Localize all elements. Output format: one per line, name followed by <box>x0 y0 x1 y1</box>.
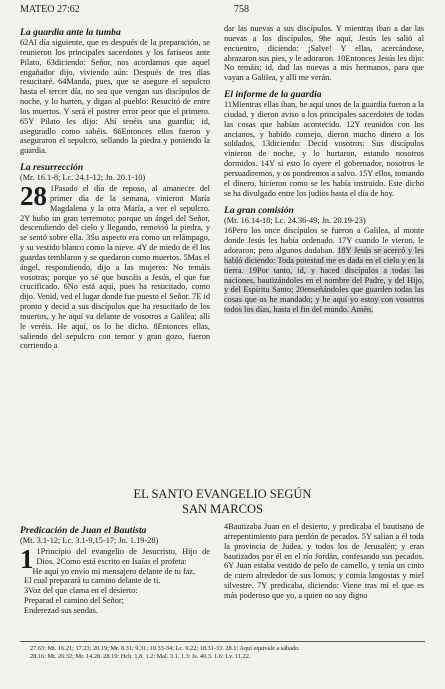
isaiah-quote <box>20 567 210 616</box>
page-header <box>20 4 425 18</box>
running-reference: MATEO 27:62 <box>20 4 80 15</box>
section-heading-john: Predicación de Juan el Bautista <box>20 525 147 536</box>
paragraph-resurrection <box>20 180 210 351</box>
section-heading-resurrection: La resurrección <box>20 162 84 174</box>
paragraph-baptist: 4Bautizaba Juan en el desierto, y predicaba el bautismo de arrepentimiento para perdón de pecados. 5Y salían a él toda la provincia de Judea, y todos los de Jerusalén; y eran bautizados por él en el río Jordán, confesando sus pecados. 6Y Juan estaba vestido de pelo de camello, y tenía un cinto de cuero alrededor de sus lomos; y comía langostas y miel silvestre. 7Y predicaba, diciendo: Viene tras mí el que es más poderoso que yo, a quien no soy digno <box>224 522 424 600</box>
quote-line: Preparad el camino del Señor; <box>24 596 124 606</box>
right-column-mark <box>224 522 424 640</box>
quote-line: He aquí yo envío mi mensajero delante de tu faz, <box>32 566 196 576</box>
parallel-refs-resurrection: (Mr. 16.1-8; Lc. 24.1-12; Jn. 20.1-10) <box>20 173 146 183</box>
book-title-line1: EL SANTO EVANGELIO SEGÚN <box>133 487 312 501</box>
left-column-matthew <box>20 24 210 450</box>
parallel-refs-john: (Mt. 3.1-12; Lc. 3.1-9,15-17; Jn. 1.19-28) <box>20 536 159 545</box>
commission-text: 16Pero los once discípulos se fueron a Galilea, al monte donde Jesús les había ordenado. 17Y cuando le vieron, le adoraron; pero algunos dudaban. <box>224 226 424 256</box>
page-number: 758 <box>234 4 249 15</box>
highlighted-great-commission: 18Y Jesús se acercó y les habló diciendo: Toda potestad me es dada en el cielo y en la tierra. 19Por tanto, id, y haced discípulos a todas las naciones, bautizándoles en el nombre del Padre, y del Hijo, y del Espíritu Santo; 20enseñándoles que guarden todas las cosas que os he mandado; y he aquí yo estoy con vosotros todos los días, hasta el fin del mundo. Amén. <box>224 246 424 315</box>
footnote-divider <box>20 641 425 642</box>
section-heading-guard: La guardia ante la tumba <box>20 27 121 38</box>
quote-line: Enderezad sus sendas. <box>24 605 98 615</box>
footnotes <box>30 645 430 662</box>
right-column-matthew <box>224 24 424 450</box>
footnote-line: 28.16: Mt. 26.32; Mr. 14.28. 28.19: Hch. 1.8. 1.2: Mal. 3.1. 1.3: Is. 40.3. 1.6: Lv. 11.22. <box>30 653 251 661</box>
book-title-line2: SAN MARCOS <box>182 502 263 516</box>
quote-line: 3Voz del que clama en el desierto: <box>24 586 138 596</box>
john-text: 1Principio del evangelio de Jesucristo, Hijo de Dios. 2Como está escrito en Isaías el profeta: <box>36 546 210 566</box>
section-heading-commission: La gran comisión <box>224 204 294 216</box>
chapter-number-mark: 1 <box>20 543 34 574</box>
quote-line: El cual preparará tu camino delante de ti. <box>24 576 161 586</box>
paragraph-guard: 62Al día siguiente, que es después de la preparación, se reunieron los principales sacerdotes y los fariseos ante Pilato, 63diciendo: Señor, nos acordamos que aquel engañador dijo, viviendo aún: Después de tres días resucitaré. 64Manda, pues, que se asegure el sepulcro hasta el tercer día, no sea que vengan sus discípulos de noche, y lo hurten, y digan al pueblo: Resucitó de entre los muertos. Y será el postrer error peor que el primero. 65Y Pilato les dijo: Ahí tenéis una guardia; id, aseguradlo como sabéis. 66Entonces ellos fueron y aseguraron el sepulcro, sellando la piedra y poniendo la guardia. <box>20 38 210 156</box>
paragraph-commission <box>224 226 424 315</box>
section-heading-report: El informe de la guardia <box>224 89 322 101</box>
book-title <box>0 487 445 517</box>
chapter-number: 28 <box>20 180 47 211</box>
paragraph-continuation: dar las nuevas a sus discípulos. Y mientras iban a dar las nuevas a los discípulos, 9he aquí, Jesús les salió al encuentro, diciendo: ¡Salve! Y ellas, acercándose, abrazaron sus pies, y le adoraron. 10Entonces Jesús les dijo: No temáis; id, dad las nuevas a mis hermanos, para que vayan a Galilea, y allí me verán. <box>224 24 424 83</box>
parallel-refs-commission: (Mr. 16.14-18; Lc. 24.36-49; Jn. 20.19-23) <box>224 215 366 225</box>
footnote-line: 27.63: Mt. 16.21; 17.23; 20.19; Mr. 8.31; 9.31; 10.33-34; Lc. 9.22; 18.31-33. 28.1: Aquí equivale a sábado. <box>30 645 300 652</box>
paragraph-report: 11Mientras ellas iban, he aquí unos de la guardia fueron a la ciudad, y dieron aviso a los principales sacerdotes de todas las cosas que habían acontecido. 12Y reunidos con los ancianos, y habido consejo, dieron mucho dinero a los soldados, 13diciendo: Decid vosotros: Sus discípulos vinieron de noche, y lo hurtaron, estando nosotros dormidos. 14Y si esto lo oyere el gobernador, nosotros le persuadiremos, y os pondremos a salvo. 15Y ellos, tomando el dinero, hicieron como se les había instruido. Este dicho se ha divulgado entre los judíos hasta el día de hoy. <box>224 100 424 198</box>
left-column-mark <box>20 522 210 640</box>
resurrection-text: 1Pasado el día de reposo, al amanecer del primer día de la semana, vinieron María Magdalena y la otra María, a ver el sepulcro. 2Y hubo un gran terremoto; porque un ángel del Señor, descendiendo del cielo y llegando, removió la piedra, y se sentó sobre ella. 3Su aspecto era como un relámpago, y su vestido blanco como la nieve. 4Y de miedo de él los guardas temblaron y se quedaron como muertos. 5Mas el ángel, respondiendo, dijo a las mujeres: No temáis vosotras; porque yo sé que buscáis a Jesús, el que fue crucificado. 6No está aquí, pues ha resucitado, como dijo. Venid, ved el lugar donde fue puesto el Señor. 7E id pronto y decid a sus discípulos que ha resucitado de los muertos, y he aquí va delante de vosotros a Galilea; allí le veréis. He aquí, os lo he dicho. 8Entonces ellas, saliendo del sepulcro con temor y gran gozo, fueron corriendo a <box>20 183 210 351</box>
